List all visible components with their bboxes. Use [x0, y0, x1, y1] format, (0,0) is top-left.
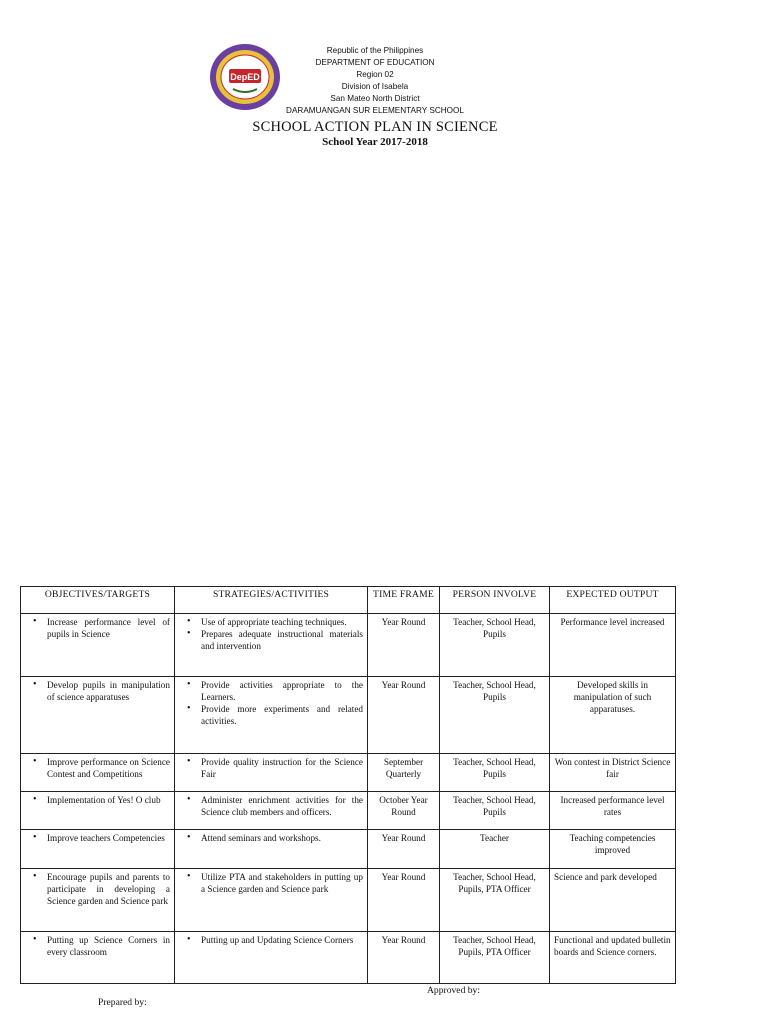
strategy-item: • Provide activities appropriate to the Learners.: [189, 679, 363, 703]
time-frame-cell: Year Round: [368, 677, 440, 754]
header-school: DARAMUANGAN SUR ELEMENTARY SCHOOL: [286, 106, 464, 115]
strategies-cell: [175, 614, 368, 677]
objective-item: • Encourage pupils and parents to participate in developing a Science garden and Science park: [35, 871, 170, 907]
objective-cell: [21, 792, 175, 830]
objective-item: • Develop pupils in manipulation of science apparatuses: [35, 679, 170, 703]
objective-item: • Implementation of Yes! O club: [35, 794, 170, 806]
strategies-cell: [175, 869, 368, 932]
strategies-cell: [175, 792, 368, 830]
time-frame-cell: October Year Round: [368, 792, 440, 830]
person-cell: Teacher: [440, 830, 550, 869]
strategy-item: • Attend seminars and workshops.: [189, 832, 363, 844]
strategies-cell: [175, 754, 368, 792]
objective-cell: [21, 677, 175, 754]
header-time-frame: TIME FRAME: [368, 587, 440, 614]
table-header-row: [21, 587, 676, 614]
header-person-involve: PERSON INVOLVE: [440, 587, 550, 614]
objective-item: • Increase performance level of pupils in Science: [35, 616, 170, 640]
time-frame-cell: September Quarterly: [368, 754, 440, 792]
header-strategies: STRATEGIES/ACTIVITIES: [175, 587, 368, 614]
header-division: Division of Isabela: [341, 82, 409, 91]
person-cell: Teacher, School Head, Pupils, PTA Officer: [440, 932, 550, 984]
strategies-cell: [175, 932, 368, 984]
table-row: [21, 614, 676, 677]
output-cell: Won contest in District Science fair: [550, 754, 676, 792]
header-republic: Republic of the Philippines: [326, 46, 424, 55]
objective-cell: [21, 932, 175, 984]
svg-text:DepED: DepED: [230, 72, 260, 82]
strategy-item: • Provide more experiments and related activities.: [189, 703, 363, 727]
table-row: [21, 792, 676, 830]
objective-cell: [21, 869, 175, 932]
header-region: Region 02: [356, 70, 394, 79]
output-cell: Science and park developed: [550, 869, 676, 932]
person-cell: Teacher, School Head, Pupils, PTA Officer: [440, 869, 550, 932]
strategies-cell: [175, 830, 368, 869]
strategy-item: • Administer enrichment activities for the Science club members and officers.: [189, 794, 363, 818]
action-plan-table: [20, 586, 676, 984]
strategy-item: • Utilize PTA and stakeholders in putting up a Science garden and Science park: [189, 871, 363, 895]
person-cell: Teacher, School Head, Pupils: [440, 677, 550, 754]
strategy-item: • Putting up and Updating Science Corners: [189, 934, 363, 946]
objective-cell: [21, 614, 175, 677]
person-cell: Teacher, School Head, Pupils: [440, 614, 550, 677]
school-year: School Year 2017-2018: [322, 136, 428, 148]
output-cell: Performance level increased: [550, 614, 676, 677]
table-row: [21, 830, 676, 869]
output-cell: Increased performance level rates: [550, 792, 676, 830]
output-cell: Teaching competencies improved: [550, 830, 676, 869]
header-objectives: OBJECTIVES/TARGETS: [21, 587, 175, 614]
person-cell: Teacher, School Head, Pupils: [440, 754, 550, 792]
approved-by-label: Approved by:: [427, 985, 481, 996]
time-frame-cell: Year Round: [368, 869, 440, 932]
output-cell: Developed skills in manipulation of such apparatuses.: [550, 677, 676, 754]
header-expected-output: EXPECTED OUTPUT: [550, 587, 676, 614]
objective-item: • Improve performance on Science Contest and Competitions: [35, 756, 170, 780]
objective-cell: [21, 754, 175, 792]
person-cell: Teacher, School Head, Pupils: [440, 792, 550, 830]
objective-item: • Improve teachers Competencies: [35, 832, 170, 844]
objective-item: • Putting up Science Corners in every classroom: [35, 934, 170, 958]
table-row: [21, 869, 676, 932]
prepared-by-label: Prepared by:: [98, 997, 147, 1008]
output-cell: Functional and updated bulletin boards and Science corners.: [550, 932, 676, 984]
time-frame-cell: Year Round: [368, 614, 440, 677]
strategies-cell: [175, 677, 368, 754]
strategy-item: • Provide quality instruction for the Science Fair: [189, 756, 363, 780]
header-department: DEPARTMENT OF EDUCATION: [315, 58, 435, 67]
time-frame-cell: Year Round: [368, 830, 440, 869]
header-district: San Mateo North District: [330, 94, 420, 103]
document-title: SCHOOL ACTION PLAN IN SCIENCE: [252, 119, 498, 135]
time-frame-cell: Year Round: [368, 932, 440, 984]
strategy-item: • Use of appropriate teaching techniques.: [189, 616, 363, 628]
table-row: [21, 932, 676, 984]
objective-cell: [21, 830, 175, 869]
table-row: [21, 754, 676, 792]
strategy-item: • Prepares adequate instructional materials and intervention: [189, 628, 363, 652]
table-row: [21, 677, 676, 754]
